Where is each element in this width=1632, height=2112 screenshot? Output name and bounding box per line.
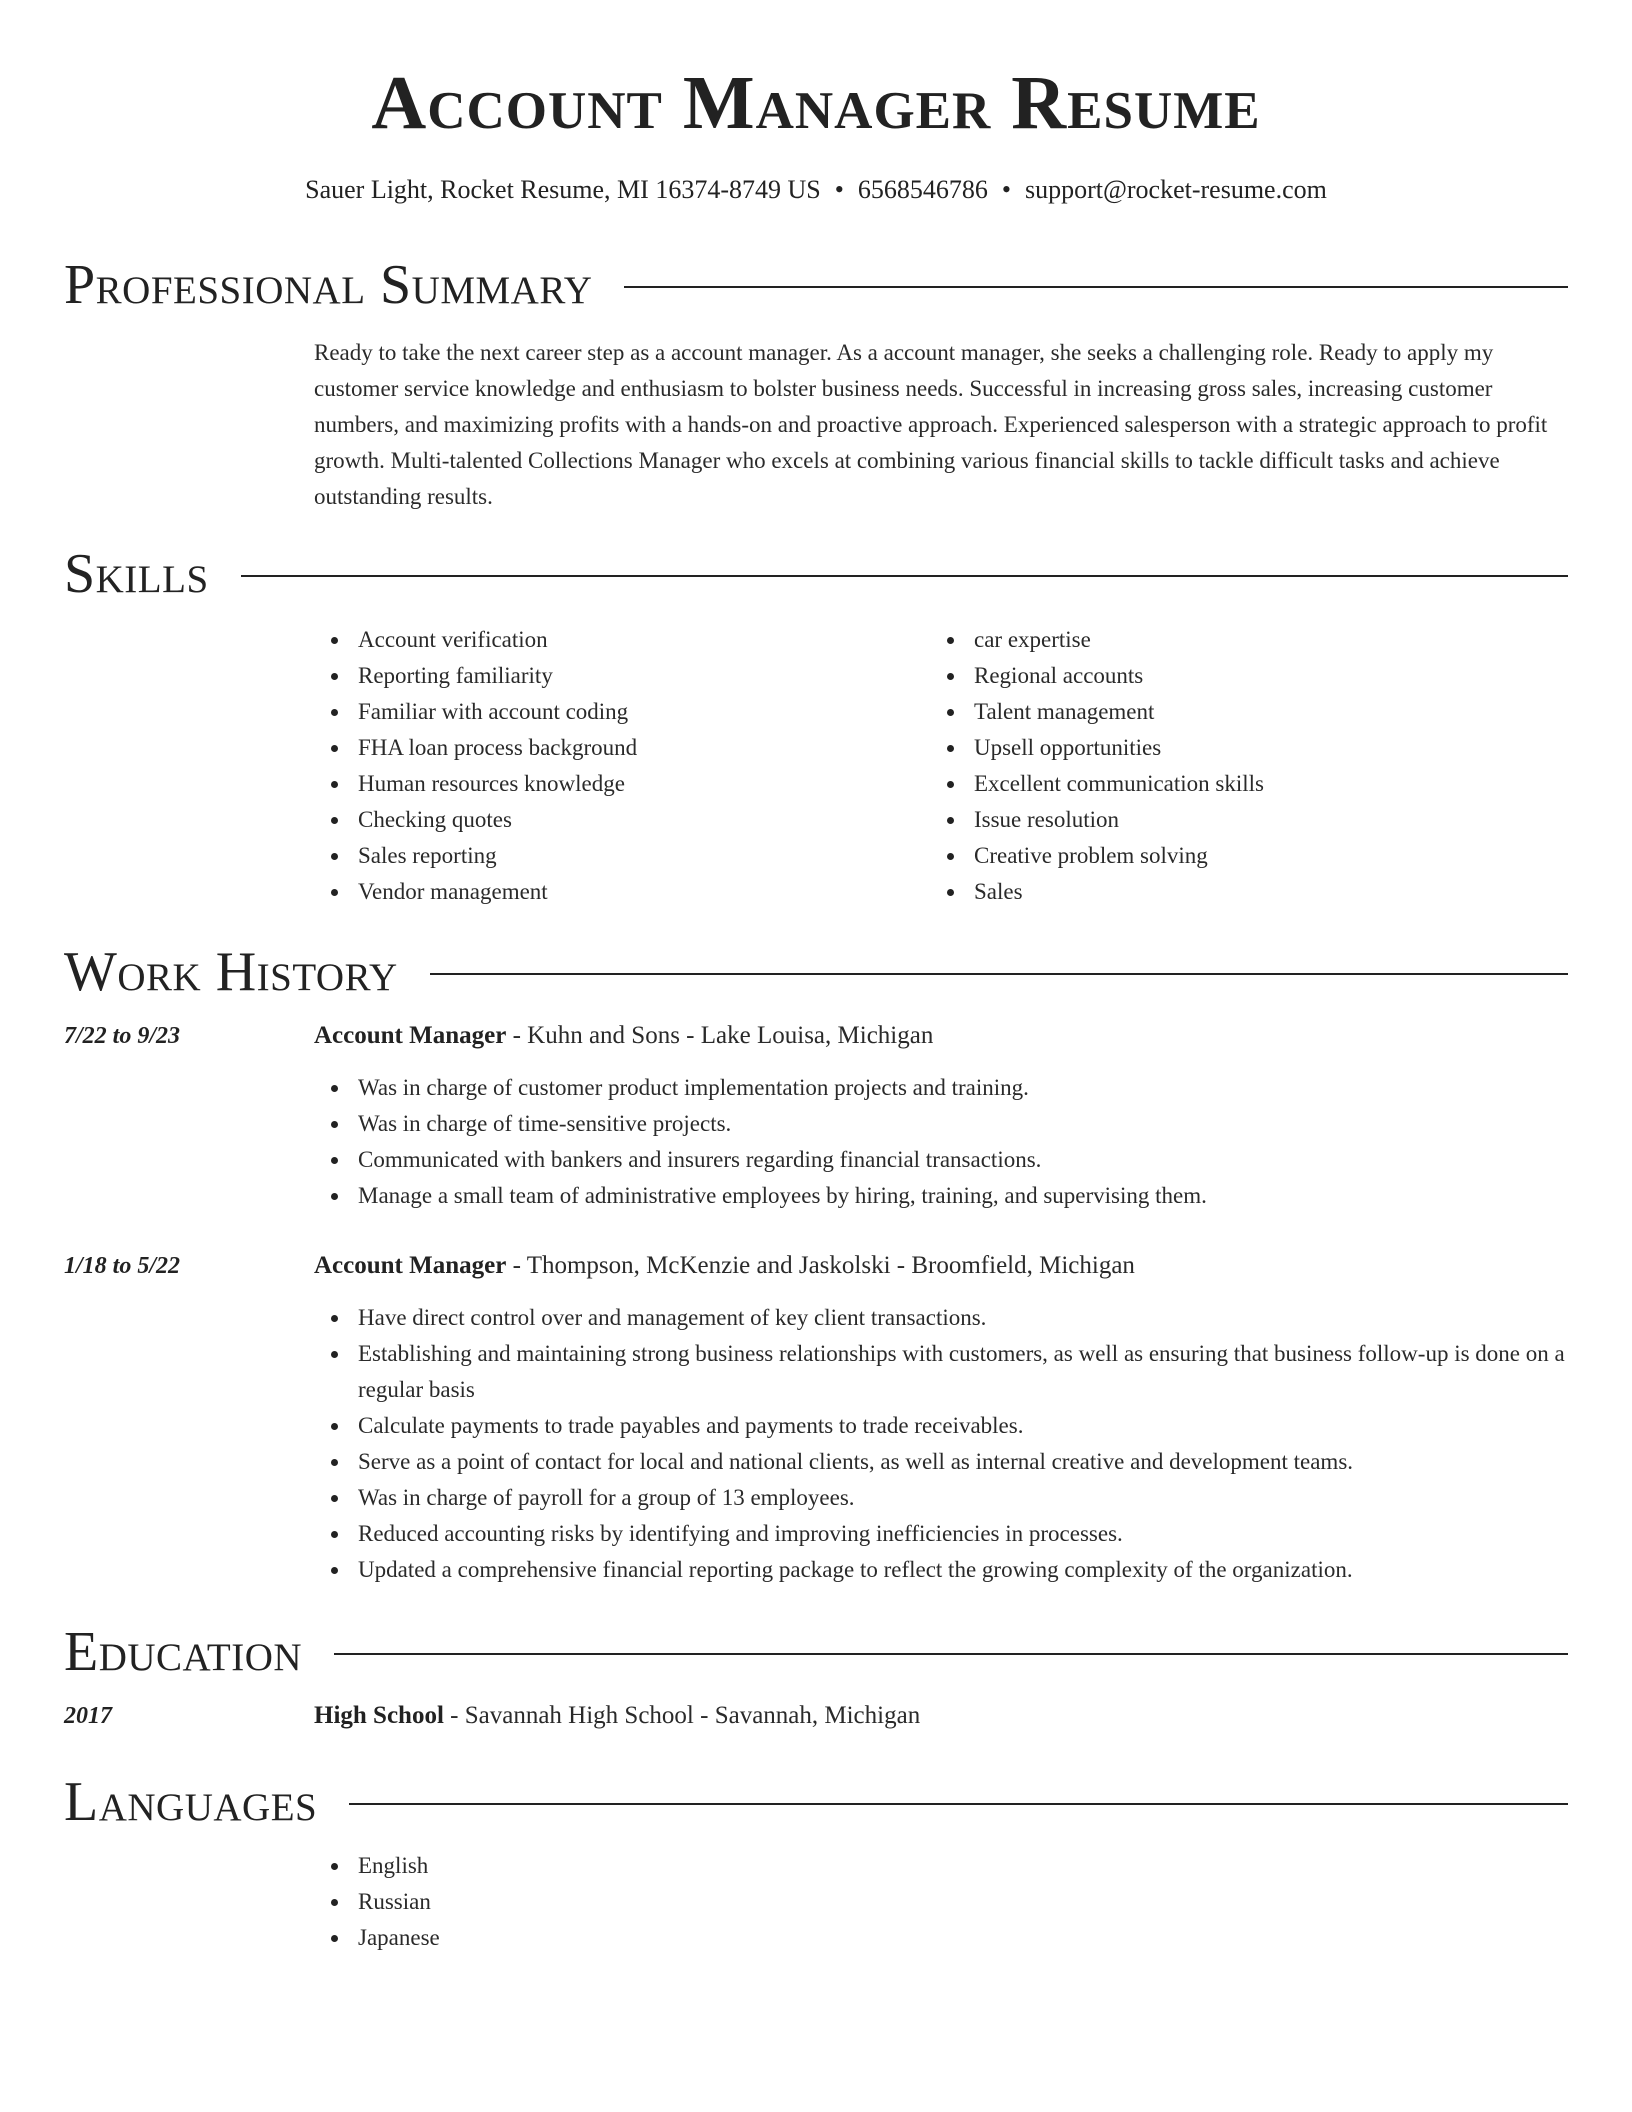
contact-email: support@rocket-resume.com <box>1024 175 1327 204</box>
section-title-education: Education <box>64 1621 303 1683</box>
skill-item: Familiar with account coding <box>314 694 930 730</box>
section-divider <box>241 575 1568 577</box>
skill-item: Excellent communication skills <box>930 766 1546 802</box>
job-bullet: Was in charge of payroll for a group of 13 employees. <box>314 1480 1568 1516</box>
skill-item: Sales reporting <box>314 838 930 874</box>
section-title-summary: Professional Summary <box>64 254 593 316</box>
section-divider <box>624 286 1568 288</box>
section-header-work-history <box>64 940 1568 1004</box>
skill-item: Human resources knowledge <box>314 766 930 802</box>
section-divider <box>349 1803 1568 1805</box>
languages-bullets <box>314 1848 1568 1956</box>
education-school-location: - Savannah High School - Savannah, Michigan <box>443 1702 921 1729</box>
skills-column-left <box>314 622 930 910</box>
contact-separator: • <box>1001 175 1011 204</box>
skill-item: Regional accounts <box>930 658 1546 694</box>
skill-item: Sales <box>930 874 1546 910</box>
language-item: English <box>314 1848 1568 1884</box>
contact-phone: 6568546786 <box>857 175 988 204</box>
section-divider <box>334 1653 1568 1655</box>
education-entry <box>314 1698 1568 1734</box>
job-bullet: Manage a small team of administrative employees by hiring, training, and supervising them. <box>314 1178 1568 1214</box>
language-item: Japanese <box>314 1920 1568 1956</box>
job-company-location: - Kuhn and Sons - Lake Louisa, Michigan <box>506 1022 934 1049</box>
section-title-languages: Languages <box>64 1771 318 1833</box>
education-year: 2017 <box>64 1703 112 1729</box>
job-responsibilities <box>314 1070 1568 1214</box>
job-bullet: Reduced accounting risks by identifying and improving inefficiencies in processes. <box>314 1516 1568 1552</box>
job-bullet: Calculate payments to trade payables and payments to trade receivables. <box>314 1408 1568 1444</box>
skill-item: car expertise <box>930 622 1546 658</box>
skill-item: FHA loan process background <box>314 730 930 766</box>
job-bullet: Communicated with bankers and insurers regarding financial transactions. <box>314 1142 1568 1178</box>
education-degree: High School <box>314 1702 444 1729</box>
job-dates: 1/18 to 5/22 <box>64 1253 181 1279</box>
job-bullet: Serve as a point of contact for local and national clients, as well as internal creative and development teams. <box>314 1444 1568 1480</box>
job-bullet: Was in charge of time-sensitive projects. <box>314 1106 1568 1142</box>
job-title-line <box>314 1248 1568 1284</box>
education-line <box>314 1698 1568 1734</box>
job-role: Account Manager <box>314 1022 507 1049</box>
skill-item: Vendor management <box>314 874 930 910</box>
skill-item: Talent management <box>930 694 1546 730</box>
skills-column-right <box>930 622 1546 910</box>
skill-item: Reporting familiarity <box>314 658 930 694</box>
job-dates: 7/22 to 9/23 <box>64 1023 181 1049</box>
section-header-education <box>64 1620 1568 1684</box>
language-item: Russian <box>314 1884 1568 1920</box>
job-title-line <box>314 1018 1568 1054</box>
section-header-summary <box>64 253 1568 317</box>
resume-title: Account Manager Resume <box>371 61 1261 145</box>
job-responsibilities <box>314 1300 1568 1588</box>
section-header-skills <box>64 542 1568 606</box>
skill-item: Issue resolution <box>930 802 1546 838</box>
job-role: Account Manager <box>314 1252 507 1279</box>
contact-separator: • <box>834 175 844 204</box>
skill-item: Account verification <box>314 622 930 658</box>
skill-item: Creative problem solving <box>930 838 1546 874</box>
skills-list <box>314 622 1568 910</box>
job-company-location: - Thompson, McKenzie and Jaskolski - Broomfield, Michigan <box>506 1252 1135 1279</box>
job-bullet: Updated a comprehensive financial reporting package to reflect the growing complexity of the organization. <box>314 1552 1568 1588</box>
job-bullet: Have direct control over and management of key client transactions. <box>314 1300 1568 1336</box>
job-bullet: Was in charge of customer product implementation projects and training. <box>314 1070 1568 1106</box>
job-bullet: Establishing and maintaining strong business relationships with customers, as well as ensuring that business follow-up is done on a regular basis <box>314 1336 1568 1408</box>
section-header-languages <box>64 1770 1568 1834</box>
section-title-work-history: Work History <box>64 941 398 1003</box>
section-title-skills: Skills <box>64 543 209 605</box>
job-entry <box>314 1018 1568 1214</box>
summary-block <box>314 335 1568 515</box>
section-divider <box>430 973 1568 975</box>
languages-list <box>314 1848 1568 1956</box>
skill-item: Checking quotes <box>314 802 930 838</box>
summary-text: Ready to take the next career step as a account manager. As a account manager, she seeks a challenging role. Ready to apply my customer service knowledge and enthusiasm to bolster business needs. Successful in increasing gross sales, increasing customer numbers, and maximizing profits with a hands-on and proactive approach. Experienced salesperson with a strategic approach to profit growth. Multi-talented Collections Manager who excels at combining various financial skills to tackle difficult tasks and achieve outstanding results. <box>314 340 1548 509</box>
contact-line <box>0 174 1632 206</box>
job-entry <box>314 1248 1568 1588</box>
contact-address: Sauer Light, Rocket Resume, MI 16374-8749 US <box>305 175 821 204</box>
skill-item: Upsell opportunities <box>930 730 1546 766</box>
